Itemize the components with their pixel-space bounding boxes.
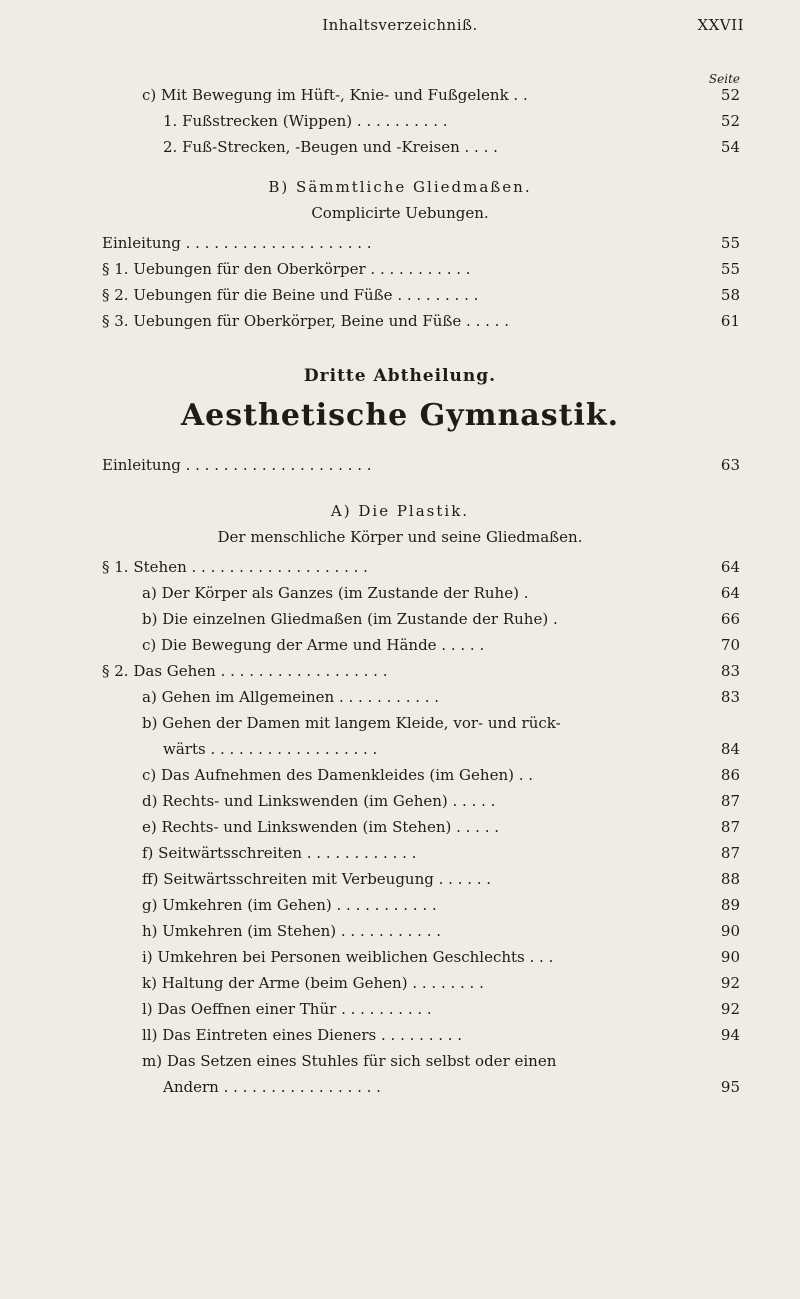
toc-entry-page: 87 — [720, 818, 740, 836]
toc-entry[interactable] — [0, 258, 800, 280]
toc-entry[interactable] — [0, 842, 800, 864]
running-head: Inhaltsverzeichniß. — [322, 16, 478, 34]
toc-entry-page: 92 — [720, 974, 740, 992]
toc-entry[interactable] — [0, 816, 800, 838]
subsection-subtitle: Der menschliche Körper und seine Gliedmaßen. — [217, 528, 583, 546]
toc-entry[interactable] — [0, 136, 800, 158]
toc-entry-text: c) Das Aufnehmen des Damenkleides (im Gehen) . . — [142, 766, 534, 784]
toc-entry-text: g) Umkehren (im Gehen) . . . . . . . . . . . — [142, 896, 437, 914]
toc-entry-text: § 1. Uebungen für den Oberkörper . . . . . . . . . . . — [102, 260, 471, 278]
toc-entry-text: § 2. Das Gehen . . . . . . . . . . . . . . . . . . — [102, 662, 388, 680]
toc-entry[interactable] — [0, 972, 800, 994]
toc-entry-page: 94 — [720, 1026, 740, 1044]
toc-entry-page: 52 — [720, 86, 740, 104]
subsection-subtitle: Complicirte Uebungen. — [311, 204, 489, 222]
toc-entry-page: 61 — [720, 312, 740, 330]
toc-entry[interactable] — [0, 998, 800, 1020]
toc-entry[interactable] — [0, 634, 800, 656]
toc-entry-page: 87 — [720, 844, 740, 862]
toc-entry[interactable] — [0, 110, 800, 132]
toc-entry-text: c) Mit Bewegung im Hüft-, Knie- und Fußgelenk . . — [142, 86, 528, 104]
toc-entry[interactable] — [0, 712, 800, 734]
toc-entry-text: a) Gehen im Allgemeinen . . . . . . . . . . . — [142, 688, 440, 706]
toc-entry[interactable] — [0, 894, 800, 916]
toc-entry-text: ff) Seitwärtsschreiten mit Verbeugung . . . . . . — [142, 870, 492, 888]
toc-entry[interactable] — [0, 454, 800, 476]
toc-entry[interactable] — [0, 738, 800, 760]
toc-entry-text: b) Die einzelnen Gliedmaßen (im Zustande der Ruhe) . — [142, 610, 558, 628]
toc-entry-text: wärts . . . . . . . . . . . . . . . . . . — [163, 740, 378, 758]
toc-entry[interactable] — [0, 1076, 800, 1098]
subsection-title: B) Sämmtliche Gliedmaßen. — [268, 178, 532, 196]
toc-entry-page: 54 — [720, 138, 740, 156]
toc-entry-text: a) Der Körper als Ganzes (im Zustande der Ruhe) . — [142, 584, 529, 602]
toc-entry-text: 2. Fuß-Strecken, -Beugen und -Kreisen . . . . — [163, 138, 498, 156]
page-column-label: Seite — [708, 72, 740, 86]
toc-entry-page: 92 — [720, 1000, 740, 1018]
division-label: Dritte Abtheilung. — [303, 366, 497, 386]
toc-entry[interactable] — [0, 232, 800, 254]
toc-entry[interactable] — [0, 84, 800, 106]
toc-entry[interactable] — [0, 284, 800, 306]
subsection-title: A) Die Plastik. — [330, 502, 470, 520]
toc-entry-page: 83 — [720, 662, 740, 680]
toc-entry-text: § 3. Uebungen für Oberkörper, Beine und Füße . . . . . — [102, 312, 509, 330]
toc-entry-page: 52 — [720, 112, 740, 130]
toc-entry-page: 64 — [720, 584, 740, 602]
toc-entry-page: 88 — [720, 870, 740, 888]
toc-entry[interactable] — [0, 790, 800, 812]
toc-entry[interactable] — [0, 608, 800, 630]
toc-entry-text: c) Die Bewegung der Arme und Hände . . . . . — [142, 636, 485, 654]
toc-entry-text: d) Rechts- und Linkswenden (im Gehen) . . . . . — [142, 792, 496, 810]
toc-entry[interactable] — [0, 310, 800, 332]
toc-entry[interactable] — [0, 946, 800, 968]
toc-entry-text: m) Das Setzen eines Stuhles für sich selbst oder einen — [142, 1052, 557, 1070]
toc-entry-page: 55 — [720, 260, 740, 278]
toc-entry-page: 66 — [720, 610, 740, 628]
toc-entry-text: h) Umkehren (im Stehen) . . . . . . . . . . . — [142, 922, 442, 940]
toc-entry-text: § 2. Uebungen für die Beine und Füße . . . . . . . . . — [102, 286, 479, 304]
toc-entry-text: § 1. Stehen . . . . . . . . . . . . . . . . . . . — [102, 558, 368, 576]
toc-entry-page: 90 — [720, 948, 740, 966]
toc-entry-text: 1. Fußstrecken (Wippen) . . . . . . . . . . — [163, 112, 448, 130]
toc-entry-page: 58 — [720, 286, 740, 304]
toc-entry[interactable] — [0, 920, 800, 942]
toc-entry-page: 90 — [720, 922, 740, 940]
toc-entry-text: i) Umkehren bei Personen weiblichen Geschlechts . . . — [142, 948, 554, 966]
toc-entry-page: 87 — [720, 792, 740, 810]
toc-entry-text: f) Seitwärtsschreiten . . . . . . . . . . . . — [142, 844, 417, 862]
toc-entry[interactable] — [0, 582, 800, 604]
page-number: XXVII — [697, 16, 744, 34]
toc-entry-page: 89 — [720, 896, 740, 914]
toc-entry-page: 84 — [720, 740, 740, 758]
division-title: Aesthetische Gymnastik. — [180, 398, 620, 433]
toc-entry-text: ll) Das Eintreten eines Dieners . . . . . . . . . — [142, 1026, 463, 1044]
toc-entry[interactable] — [0, 556, 800, 578]
toc-entry-text: b) Gehen der Damen mit langem Kleide, vor- und rück- — [142, 714, 561, 732]
toc-entry[interactable] — [0, 660, 800, 682]
toc-entry-page: 70 — [720, 636, 740, 654]
toc-entry[interactable] — [0, 686, 800, 708]
toc-entry[interactable] — [0, 1024, 800, 1046]
toc-entry-page: 64 — [720, 558, 740, 576]
toc-entry-page: 86 — [720, 766, 740, 784]
toc-entry-text: e) Rechts- und Linkswenden (im Stehen) . . . . . — [142, 818, 500, 836]
toc-entry-text: k) Haltung der Arme (beim Gehen) . . . . . . . . — [142, 974, 484, 992]
toc-entry-page: 95 — [720, 1078, 740, 1096]
toc-entry[interactable] — [0, 1050, 800, 1072]
toc-entry-page: 83 — [720, 688, 740, 706]
toc-entry-text: Einleitung . . . . . . . . . . . . . . . . . . . . — [102, 234, 372, 252]
toc-entry-text: l) Das Oeffnen einer Thür . . . . . . . . . . — [142, 1000, 432, 1018]
toc-entry[interactable] — [0, 764, 800, 786]
toc-entry-page: 63 — [720, 456, 740, 474]
toc-entry-text: Andern . . . . . . . . . . . . . . . . . — [163, 1078, 381, 1096]
toc-entry-text: Einleitung . . . . . . . . . . . . . . . . . . . . — [102, 456, 372, 474]
toc-entry-page: 55 — [720, 234, 740, 252]
toc-entry[interactable] — [0, 868, 800, 890]
